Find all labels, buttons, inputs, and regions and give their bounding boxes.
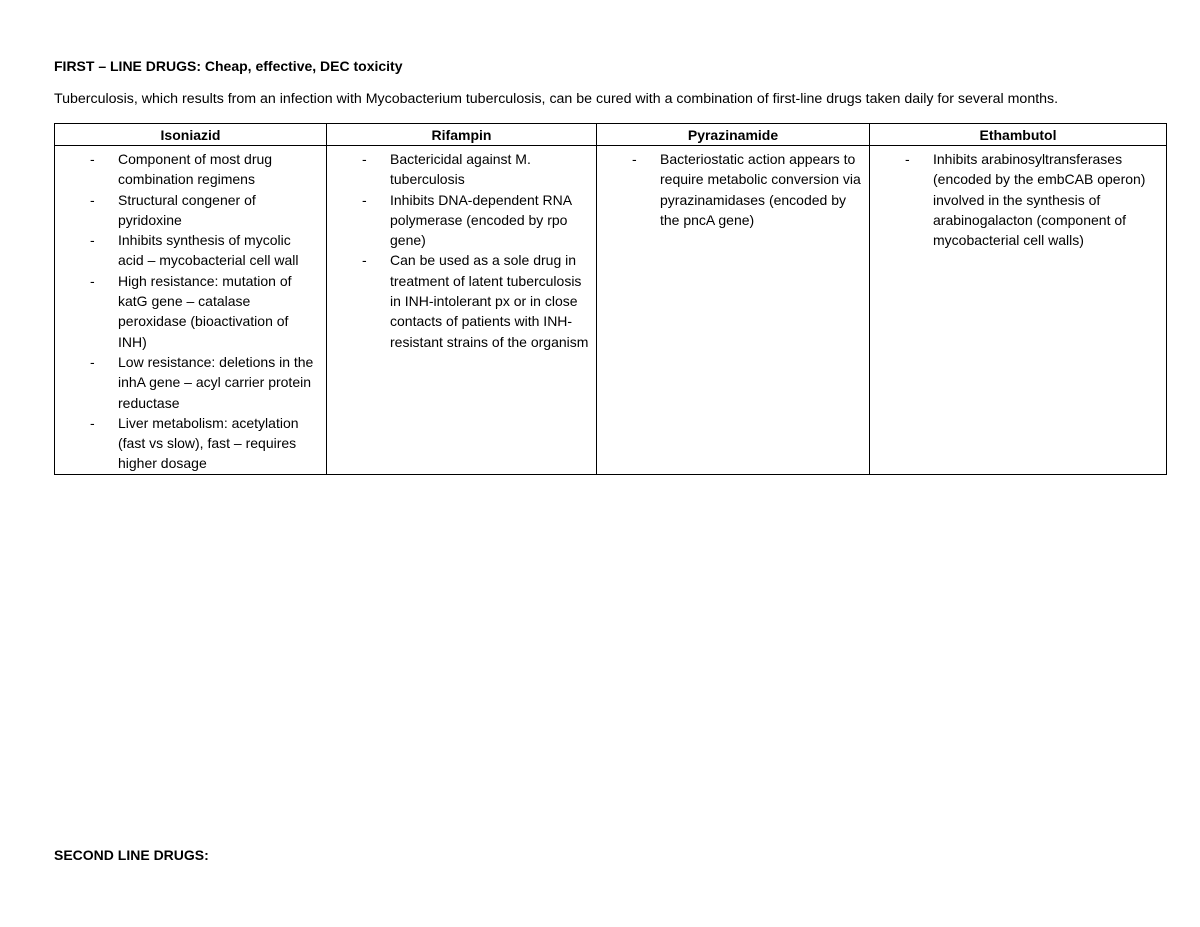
point-text: Structural congener of pyridoxine [118, 191, 256, 228]
bullet-dash: - [905, 151, 910, 167]
bullet-dash: - [90, 151, 95, 167]
point-text: Bactericidal against M. tuberculosis [390, 151, 531, 188]
point-text: Liver metabolism: acetylation (fast vs slow), fast – requires higher dosage [118, 414, 299, 472]
bullet-dash: - [90, 232, 95, 249]
list-item [55, 190, 326, 231]
table-header-row [55, 124, 1167, 146]
bullet-dash: - [90, 414, 95, 431]
point-text: Inhibits synthesis of mycolic acid – mycobacterial cell wall [118, 232, 299, 269]
list-item [55, 413, 326, 474]
isoniazid-points [55, 149, 326, 474]
list-item [55, 352, 326, 413]
pyrazinamide-points [597, 149, 869, 230]
bullet-dash: - [362, 191, 367, 208]
list-item [327, 250, 596, 351]
rifampin-points [327, 149, 596, 352]
point-text: Inhibits DNA-dependent RNA polymerase (encoded by rpo gene) [390, 191, 572, 249]
header-ethambutol: Ethambutol [870, 124, 1167, 146]
bullet-dash: - [362, 252, 367, 269]
list-item [597, 149, 869, 230]
header-isoniazid: Isoniazid [55, 124, 327, 146]
list-item [55, 230, 326, 271]
bullet-dash: - [90, 191, 95, 208]
ethambutol-points [870, 149, 1166, 250]
bullet-dash: - [362, 151, 367, 167]
header-pyrazinamide: Pyrazinamide [597, 124, 870, 146]
intro-paragraph: Tuberculosis, which results from an infection with Mycobacterium tuberculosis, can be cured with a combination of first-line drugs taken daily for several months. [54, 91, 1059, 107]
list-item [55, 271, 326, 352]
point-text: High resistance: mutation of katG gene – catalase peroxidase (bioactivation of INH) [118, 272, 292, 350]
pyrazinamide-cell [597, 146, 870, 475]
header-rifampin: Rifampin [327, 124, 597, 146]
point-text: Bacteriostatic action appears to require metabolic conversion via pyrazinamidases (encoded by the pncA gene) [660, 151, 861, 228]
first-line-drugs-table [54, 123, 1167, 475]
bullet-dash: - [90, 353, 95, 370]
ethambutol-cell [870, 146, 1167, 475]
isoniazid-cell [55, 146, 327, 475]
point-text: Inhibits arabinosyltransferases (encoded by the embCAB operon) involved in the synthesis of arabinogalacton (component of mycobacterial cell walls) [933, 151, 1146, 249]
rifampin-cell [327, 146, 597, 475]
point-text: Can be used as a sole drug in treatment of latent tuberculosis in INH-intolerant px or in close contacts of patients with INH-resistant strains of the organism [390, 252, 589, 350]
point-text: Component of most drug combination regimens [118, 151, 273, 188]
bullet-dash: - [90, 272, 95, 289]
list-item [55, 149, 326, 190]
list-item [327, 190, 596, 251]
point-text: Low resistance: deletions in the inhA gene – acyl carrier protein reductase [118, 353, 314, 411]
table-row [55, 146, 1167, 475]
first-line-heading: FIRST – LINE DRUGS: Cheap, effective, DEC toxicity [54, 58, 403, 74]
second-line-heading: SECOND LINE DRUGS: [54, 847, 209, 863]
list-item [870, 149, 1166, 250]
bullet-dash: - [632, 151, 637, 167]
list-item [327, 149, 596, 190]
